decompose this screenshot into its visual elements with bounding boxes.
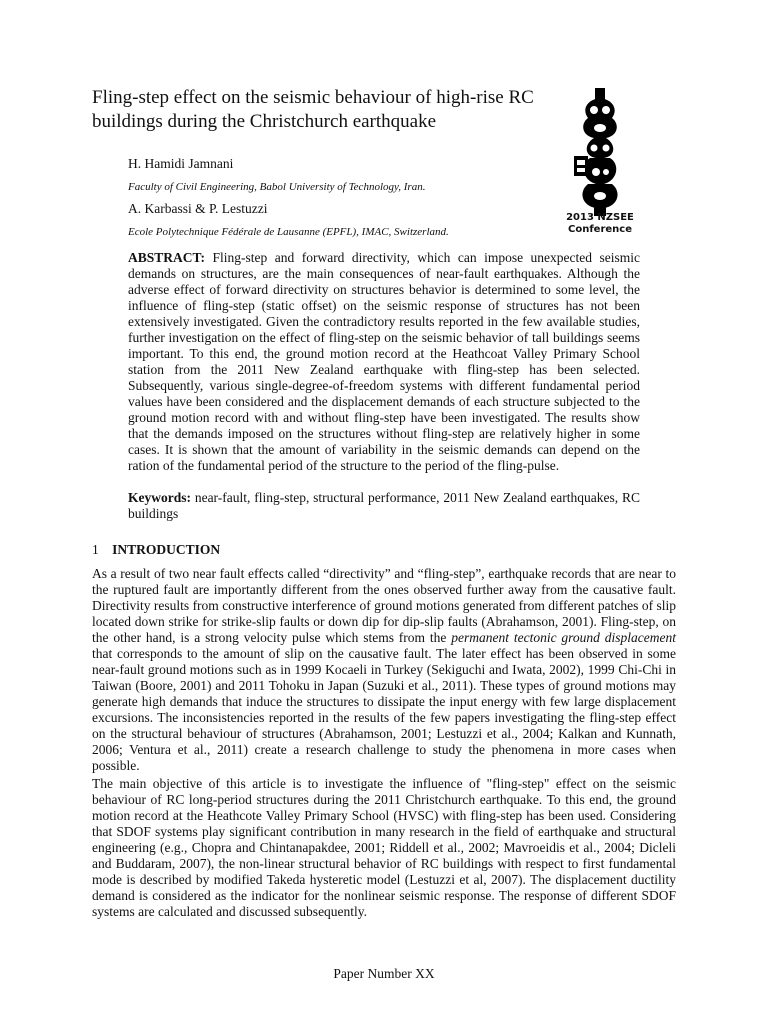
logo-caption-line1: 2013 NZSEE <box>566 212 634 223</box>
keywords <box>128 490 640 522</box>
section-heading <box>92 542 220 558</box>
keywords-label: Keywords: <box>128 490 191 505</box>
affiliation-1: Faculty of Civil Engineering, Babol University of Technology, Iran. <box>128 181 426 193</box>
intro-paragraph-1-part1: As a result of two near fault effects called “directivity” and “fling-step”, earthquake records that are near to the ruptured fault are importantly different from the ones observed further away from the causative fault. Directivity results from constructive interference of ground motions generated from different patches of slip located down strike for strike-slip faults or down dip for dip-slip faults (Abrahamson, 2001). Fling-step, on the other hand, is a strong velocity pulse which stems from the <box>92 566 676 645</box>
section-number: 1 <box>92 542 99 557</box>
section-title: INTRODUCTION <box>112 542 221 557</box>
abstract-text: Fling-step and forward directivity, which can impose unexpected seismic demands on structures, are the main consequences of near-fault earthquakes. Although the adverse effect of forward directivity on structures behavior is determined to some level, the influence of fling-step (static offset) on the seismic response of structures has not been extensively investigated. Given the contradictory results reported in the few available studies, further investigation on the effect of fling-step on the seismic behavior of tall buildings seems important. To this end, the ground motion record at the Heathcoat Valley Primary School station from the 2011 New Zealand earthquake with fling-step has been selected. Subsequently, various single-degree-of-freedom systems with different fundamental period values have been considered and the displacement demands of each structure subjected to the ground motion record with and without fling-step have been investigated. The results show that the demands imposed on the structures without fling-step are relatively higher in some cases. It is shown that the amount of variability in the seismic demands can depend on the ration of the fundamental period of the structure to the period of the fling-pulse. <box>128 250 640 473</box>
affiliation-2: Ecole Polytechnique Fédérale de Lausanne (EPFL), IMAC, Switzerland. <box>128 226 449 238</box>
paper-number-footer: Paper Number XX <box>333 966 435 981</box>
paper-title: Fling-step effect on the seismic behaviour of high-rise RC buildings during the Christchurch earthquake <box>92 87 534 132</box>
keywords-text: near-fault, fling-step, structural performance, 2011 New Zealand earthquakes, RC buildings <box>128 490 640 521</box>
nzsee-logo-icon <box>560 88 640 218</box>
logo-caption-line2: Conference <box>567 224 632 235</box>
abstract <box>128 250 640 474</box>
intro-paragraph-1 <box>92 566 676 774</box>
intro-paragraph-2: The main objective of this article is to investigate the influence of "fling-step" effect on the seismic behaviour of RC long-period structures during the 2011 Christchurch earthquake. To this end, the ground motion record at the Heathcote Valley Primary School (HVSC) with fling-step has been used. Considering that SDOF systems play significant contribution in many research in the field of earthquake and structural engineering (e.g., Chopra and Chintanapakdee, 2001; Riddell et al., 2002; Mavroeidis et al., 2004; Dicleli and Buddaram, 2007), the non-linear structural behavior of RC buildings with respect to first fundamental mode is described by modified Takeda hysteretic model (Lestuzzi et al, 2007). The displacement ductility demand is considered as the indicator for the nonlinear seismic response. The response of different SDOF systems are calculated and discussed subsequently. <box>92 776 676 919</box>
intro-paragraph-1-italic: permanent tectonic ground displacement <box>451 630 677 645</box>
logo-caption <box>545 212 655 236</box>
intro-paragraph-1-part2: that corresponds to the amount of slip on the causative fault. The later effect has been observed in some near-fault ground motions such as in 1999 Kocaeli in Turkey (Sekiguchi and Iwata, 2002), 1999 Chi-Chi in Taiwan (Boore, 2001) and 2011 Tohoku in Japan (Suzuki et al., 2011). These types of ground motions may generate high demands that induce the structures to dissipate the input energy with few large displacement excursions. The inconsistencies reported in the results of the few papers investigating the fling-step effect on the structural behaviour of structures (Abrahamson, 2001; Lestuzzi et al., 2004; Kalkan and Kunnath, 2006; Ventura et al., 2011) create a research challenge to study the phenomena in more cases when possible. <box>92 646 676 773</box>
abstract-label: ABSTRACT: <box>128 250 206 265</box>
author-1: H. Hamidi Jamnani <box>128 156 234 171</box>
author-2: A. Karbassi & P. Lestuzzi <box>128 201 268 216</box>
